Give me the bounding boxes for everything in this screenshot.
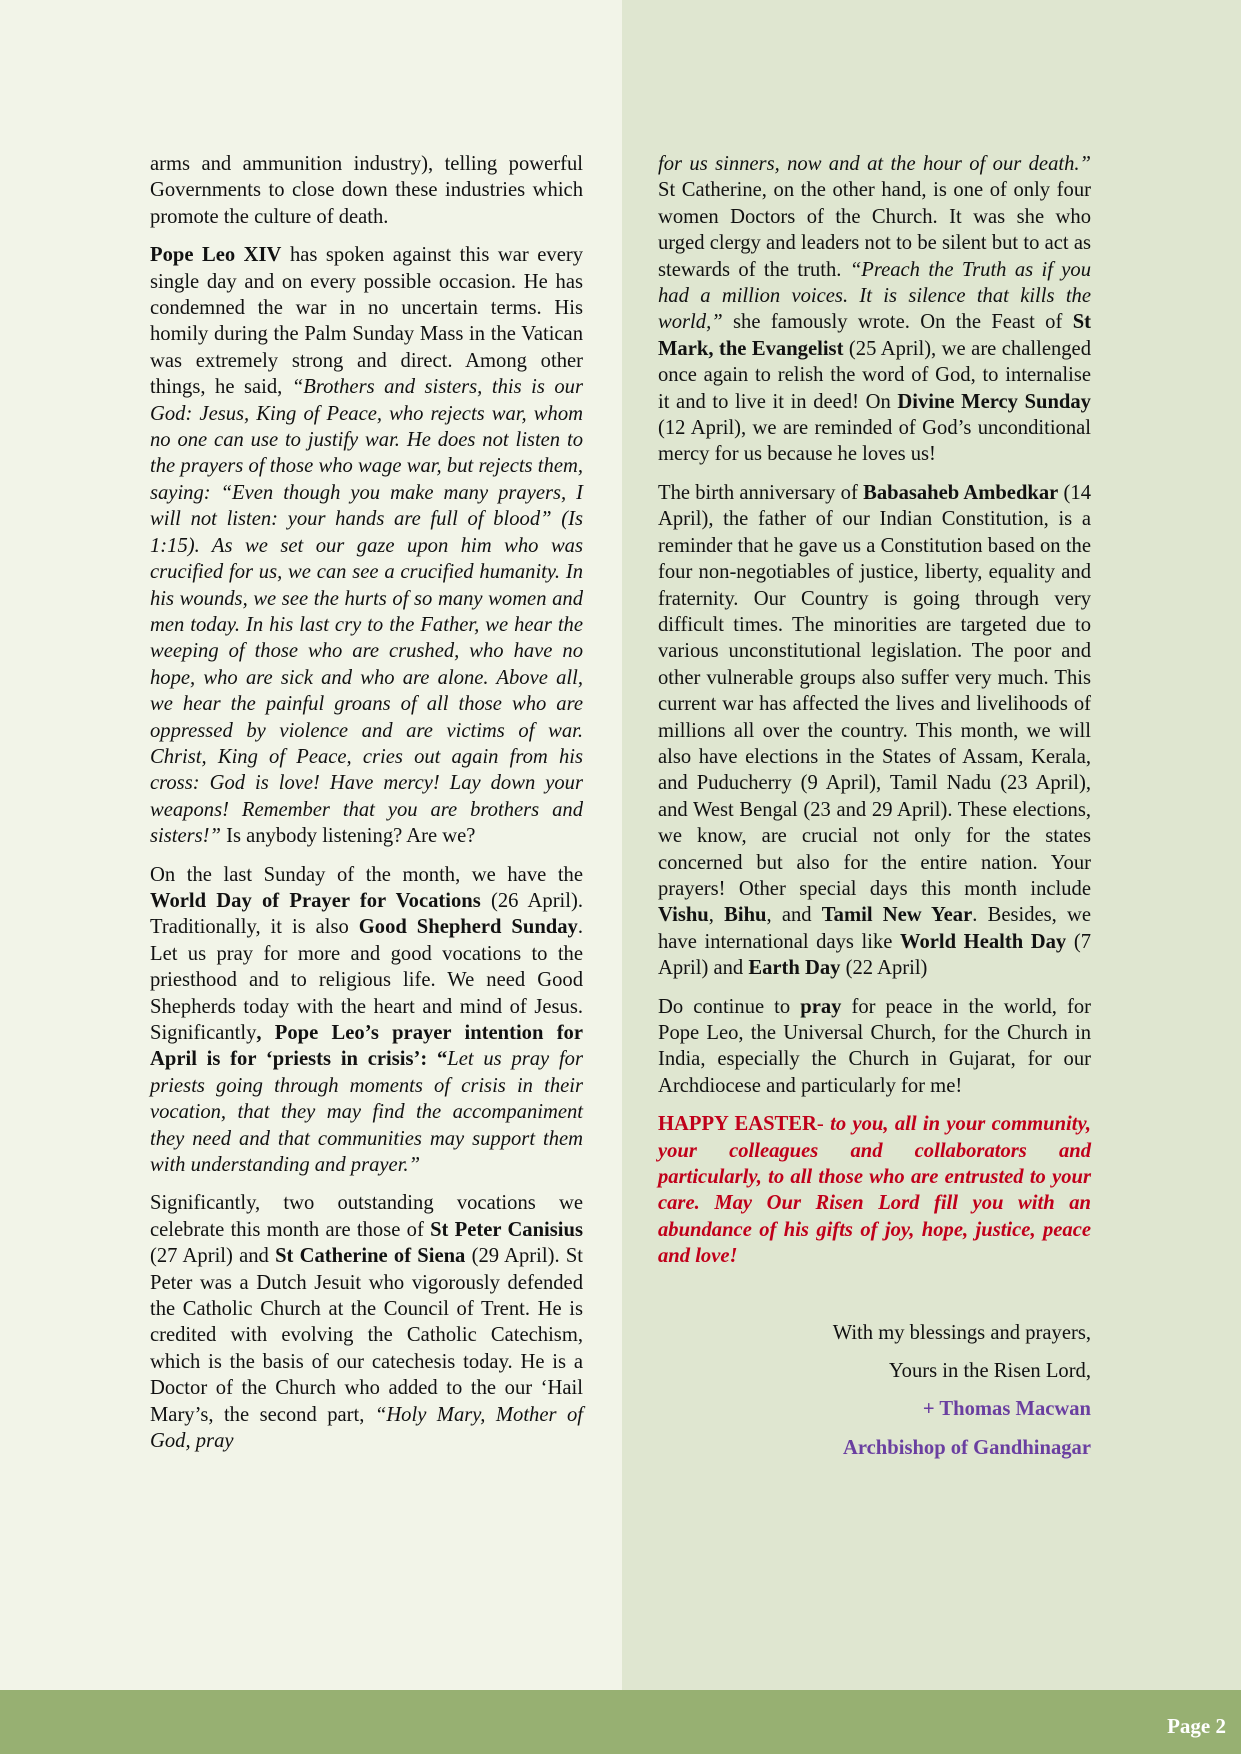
bold-text: pray [800,995,842,1018]
paragraph-text: (25 April), we are challenged once again to relish the word of God, to internalise it and to live it in deed! On [658,337,1091,413]
paragraph-pray [658,994,1091,1100]
paragraph-text: (14 April), the father of our Indian Constitution, is a reminder that he gave us a Constitution based on the four non-negotiables of justice, liberty, equality and fraternity. Our Country is going through very difficult times. The minorities are targeted due to various unconstitutional legislation. The poor and other vulnerable groups also suffer very much. This current war has affected the lives and livelihoods of millions all over the country. This month, we will also have elections in the States of Assam, Kerala, and Puducherry (9 April), Tamil Nadu (23 April), and West Bengal (23 and 29 April). These elections, we know, are crucial not only for the states concerned but also for the entire nation. Your prayers! Other special days this month include [658,481,1091,900]
catherine-quote: “Preach the Truth as if you had a million voices. It is silence that kills the world,” [658,258,1091,334]
paragraph-text: has spoken against this war every single day and on every possible occasion. He has condemned the war in no uncertain terms. His homily during the Palm Sunday Mass in the Vatican was extremely strong and direct. Among other things, he said, [150,244,584,399]
paragraph-text: (12 April), we are reminded of God’s unconditional mercy for us because he loves us! [658,417,1091,466]
signature-title: Archbishop of Gandhinagar [843,1436,1091,1459]
bold-text: St Catherine of Siena [275,1245,466,1268]
paragraph-arms-industry [150,151,583,230]
paragraph-text: Is anybody listening? Are we? [220,825,476,848]
paragraph-text: (22 April) [840,957,928,980]
paragraph-text: On the last Sunday of the month, we have the [150,863,583,886]
bold-text: Babasaheb Ambedkar [863,481,1059,504]
bold-text: Earth Day [748,957,841,980]
paragraph-text: Do continue to [658,995,801,1018]
page-number: Page 2 [1167,1714,1226,1738]
paragraph-text: (26 April). Traditionally, it is also [150,889,584,939]
paragraph-text: arms and ammunition industry), telling powerful Governments to close down these industries which promote the culture of death. [150,153,583,228]
paragraph-saints [150,1190,583,1454]
paragraph-text: The birth anniversary of [658,481,864,504]
paragraph-pope-leo [150,242,583,849]
signature-blessing: With my blessings and prayers, [832,1321,1091,1344]
signature-name: + Thomas Macwan [922,1397,1091,1420]
paragraph-vocations [150,862,583,1179]
paragraph-st-catherine [658,151,1091,468]
easter-greeting [658,1111,1091,1269]
paragraph-text: (27 April) and [150,1245,276,1268]
bold-text: World Health Day [900,930,1067,953]
homily-quote: “Brothers and sisters, this is our God: Jesus, King of Peace, who rejects war, whom no one can use to justify war. He does not listen to the prayers of those who wage war, but rejects them, saying: “Even though you make many prayers, I will not listen: your hands are full of blood” (Is 1:15). As we set our gaze upon him who was crucified for us, we can see a crucified humanity. In his wounds, we see the hurts of so many women and men today. In his last cry to the Father, we hear the weeping of those who are crushed, who have no hope, who are sick and who are alone. Above all, we hear the painful groans of all those who are oppressed by violence and are victims of war. Christ, King of Peace, cries out again from his cross: God is love! Have mercy! Lay down your weapons! Remember that you are brothers and sisters!” [150,376,583,848]
paragraph-ambedkar [658,480,1091,982]
easter-dash: - [816,1113,831,1136]
bold-text: World Day of Prayer for Vocations [150,889,481,912]
paragraph-text: . Let us pray for more and good vocations to the priesthood and to religious life. We need Good Shepherds today with the heart and mind of Jesus. Significantly [150,916,583,1044]
left-column [150,151,583,1455]
prayer-intention-quote: Let us pray for priests going through moments of crisis in their vocation, that they may find the accompaniment they need and that communities may support them with understanding and prayer.” [150,1048,583,1177]
easter-message: to you, all in your community, your colleagues and collaborators and particularly, to all those who are entrusted to your care. May Our Risen Lord fill you with an abundance of his gifts of joy, hope, justice, peace and love! [658,1113,1092,1268]
bold-text: Pope Leo XIV [150,244,282,267]
paragraph-text: St Catherine, on the other hand, is one of only four women Doctors of the Church. It was she who urged clergy and leaders not to be silent but to act as stewards of the truth. [658,179,1091,281]
signature-closing: Yours in the Risen Lord, [888,1359,1091,1382]
bold-text: , Pope Leo’s prayer intention for April is for ‘priests in crisis’: “ [150,1022,583,1071]
hail-mary-quote: for us sinners, now and at the hour of our death.” [658,153,1091,175]
bold-text: Good Shepherd Sunday [358,916,578,939]
paragraph-text: , and [766,904,822,927]
bold-text: Tamil New Year [821,904,973,927]
paragraph-text: (29 April). St Peter was a Dutch Jesuit who vigorously defended the Catholic Church at the Council of Trent. He is credited with evolving the Catholic Catechism, which is the basis of our catechesis today. He is a Doctor of the Church who added to the our ‘Hail Mary’s, the second part, [150,1245,584,1426]
right-column [658,151,1091,1461]
bold-text: St Mark, the Evangelist [658,311,1091,360]
bold-text: Bihu [724,904,767,927]
paragraph-text: for peace in the world, for Pope Leo, the Universal Church, for the Church in India, especially the Church in Gujarat, for our Archdiocese and particularly for me! [658,995,1091,1097]
footer-bar [0,1690,1241,1754]
bold-text: Vishu [658,904,709,927]
hail-mary-quote: “Holy Mary, Mother of God, pray [150,1403,583,1453]
bold-text: Divine Mercy Sunday [897,390,1091,413]
paragraph-text: (7 April) and [658,930,1091,980]
paragraph-text: . Besides, we have international days like [658,904,1092,953]
bold-text: St Peter Canisius [430,1218,583,1241]
easter-heading: HAPPY EASTER [658,1113,817,1136]
paragraph-text: Significantly, two outstanding vocations we celebrate this month are those of [150,1192,583,1241]
paragraph-text: she famously wrote. On the Feast of [722,311,1073,334]
paragraph-text: , [708,904,725,927]
